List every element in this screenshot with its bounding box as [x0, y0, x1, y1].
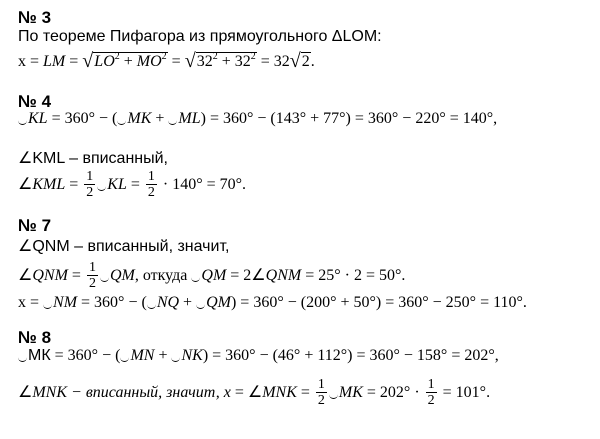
- number: 32: [196, 53, 213, 70]
- text: , откуда: [134, 267, 192, 285]
- text: = 2∠: [226, 267, 266, 285]
- fraction: [87, 260, 98, 291]
- denominator: 2: [86, 185, 94, 200]
- problem-3-equation: [18, 52, 315, 71]
- arc-icon: [18, 119, 27, 125]
- arc-qm: QM: [109, 267, 135, 285]
- op: +: [179, 294, 197, 311]
- arc-icon: [168, 119, 177, 125]
- denominator: 2: [88, 276, 96, 291]
- problem-4-line-1: [18, 110, 497, 128]
- op: +: [151, 110, 169, 127]
- denominator: 2: [427, 393, 435, 408]
- numerator: 1: [88, 260, 96, 275]
- problem-7-line-3: [18, 294, 527, 312]
- fraction: [316, 377, 327, 408]
- arc-nk: NK: [181, 347, 203, 364]
- text: = ∠: [230, 384, 263, 402]
- arc-kl: KL: [28, 110, 48, 127]
- exponent: 2: [161, 51, 167, 62]
- problem-7-line-2: [18, 261, 405, 292]
- arc-qm: QM: [201, 267, 227, 285]
- text: · 140° = 70°.: [158, 176, 247, 194]
- radical-2: [186, 52, 257, 71]
- var-qnm: QNM: [265, 267, 302, 285]
- problem-7-line-1: ∠QNM – вписанный, значит,: [18, 238, 230, 255]
- arc-mn: MN: [130, 347, 155, 364]
- problem-4-line-3: [18, 170, 246, 201]
- problem-4-title: № 4: [18, 92, 52, 111]
- arc-icon: [100, 276, 109, 282]
- problem-8-line-1: [18, 347, 499, 365]
- number: 2: [301, 53, 310, 70]
- problem-4-line-2: ∠KML – вписанный,: [18, 150, 168, 167]
- op: =: [65, 176, 83, 194]
- arc-mk: MK: [338, 384, 363, 402]
- exponent: 2: [114, 51, 120, 62]
- arc-icon: [171, 356, 180, 362]
- text: = 101°.: [438, 384, 491, 402]
- fraction: [426, 377, 437, 408]
- problem-8-title: № 8: [18, 328, 52, 347]
- angle-symbol: ∠: [18, 176, 33, 194]
- arc-ml: ML: [178, 110, 201, 127]
- angle-symbol: ∠: [18, 267, 33, 285]
- arc-nm: NM: [53, 294, 78, 311]
- arc-icon: [120, 356, 129, 362]
- var-x: x: [18, 294, 26, 311]
- fraction: [84, 169, 95, 200]
- radical-3: [291, 52, 311, 71]
- number: 32: [234, 53, 251, 70]
- radical-1: [83, 52, 167, 71]
- arc-mk: МК: [28, 347, 51, 364]
- text: = 360° − (: [77, 294, 147, 311]
- arc-icon: [117, 119, 126, 125]
- op: +: [119, 53, 137, 70]
- var-x: x: [223, 384, 231, 402]
- var-mnk: MNK: [262, 384, 297, 402]
- denominator: 2: [147, 185, 155, 200]
- arc-icon: [97, 185, 106, 191]
- text: − вписанный, значит,: [67, 384, 224, 402]
- period: .: [310, 53, 315, 70]
- var-x: x: [18, 53, 26, 70]
- problem-7-title: № 7: [18, 216, 52, 235]
- op: =: [26, 294, 44, 311]
- var-lm: LM: [43, 53, 66, 70]
- text: = 360° − (: [47, 110, 118, 127]
- arc-nq: NQ: [156, 294, 180, 311]
- arc-qm: QM: [206, 294, 231, 311]
- var-qnm: QNM: [32, 267, 68, 285]
- text: ) = 360° − (200° + 50°) = 360° − 250° = 110°.: [230, 294, 527, 311]
- fraction: [146, 169, 157, 200]
- text: ) = 360° − (46° + 112°) = 360° − 158° = 202°,: [202, 347, 499, 364]
- op: +: [154, 347, 172, 364]
- op: +: [217, 53, 235, 70]
- text: = 202° ·: [362, 384, 424, 402]
- op: =: [296, 384, 314, 402]
- text: ) = 360° − (143° + 77°) = 360° − 220° = 140°,: [200, 110, 498, 127]
- angle-symbol: ∠: [18, 384, 33, 402]
- text: = 25° · 2 = 50°.: [301, 267, 406, 285]
- arc-icon: [147, 303, 156, 309]
- problem-3-line-1: По теореме Пифагора из прямоугольного ΔLOM:: [18, 28, 382, 45]
- arc-icon: [196, 303, 205, 309]
- numerator: 1: [147, 169, 155, 184]
- arc-icon: [18, 356, 27, 362]
- arc-icon: [191, 276, 200, 282]
- arc-icon: [43, 303, 52, 309]
- op: =: [26, 53, 44, 70]
- text: = 360° − (: [50, 347, 121, 364]
- var-mnk: MNK: [32, 384, 68, 402]
- denominator: 2: [317, 393, 325, 408]
- arc-icon: [329, 393, 338, 399]
- problem-8-line-2: [18, 378, 490, 409]
- numerator: 1: [317, 377, 325, 392]
- var-kml: KML: [32, 176, 66, 194]
- op: =: [126, 176, 144, 194]
- numerator: 1: [427, 377, 435, 392]
- var-lo: LO: [94, 53, 115, 70]
- numerator: 1: [86, 169, 94, 184]
- exponent: 2: [250, 51, 256, 62]
- arc-kl: KL: [107, 176, 127, 194]
- var-mo: MO: [136, 53, 162, 70]
- op: =: [65, 53, 83, 70]
- op: = 32: [256, 53, 290, 70]
- op: =: [167, 53, 185, 70]
- problem-3-title: № 3: [18, 8, 52, 27]
- op: =: [67, 267, 85, 285]
- exponent: 2: [212, 51, 218, 62]
- arc-mk: MK: [127, 110, 152, 127]
